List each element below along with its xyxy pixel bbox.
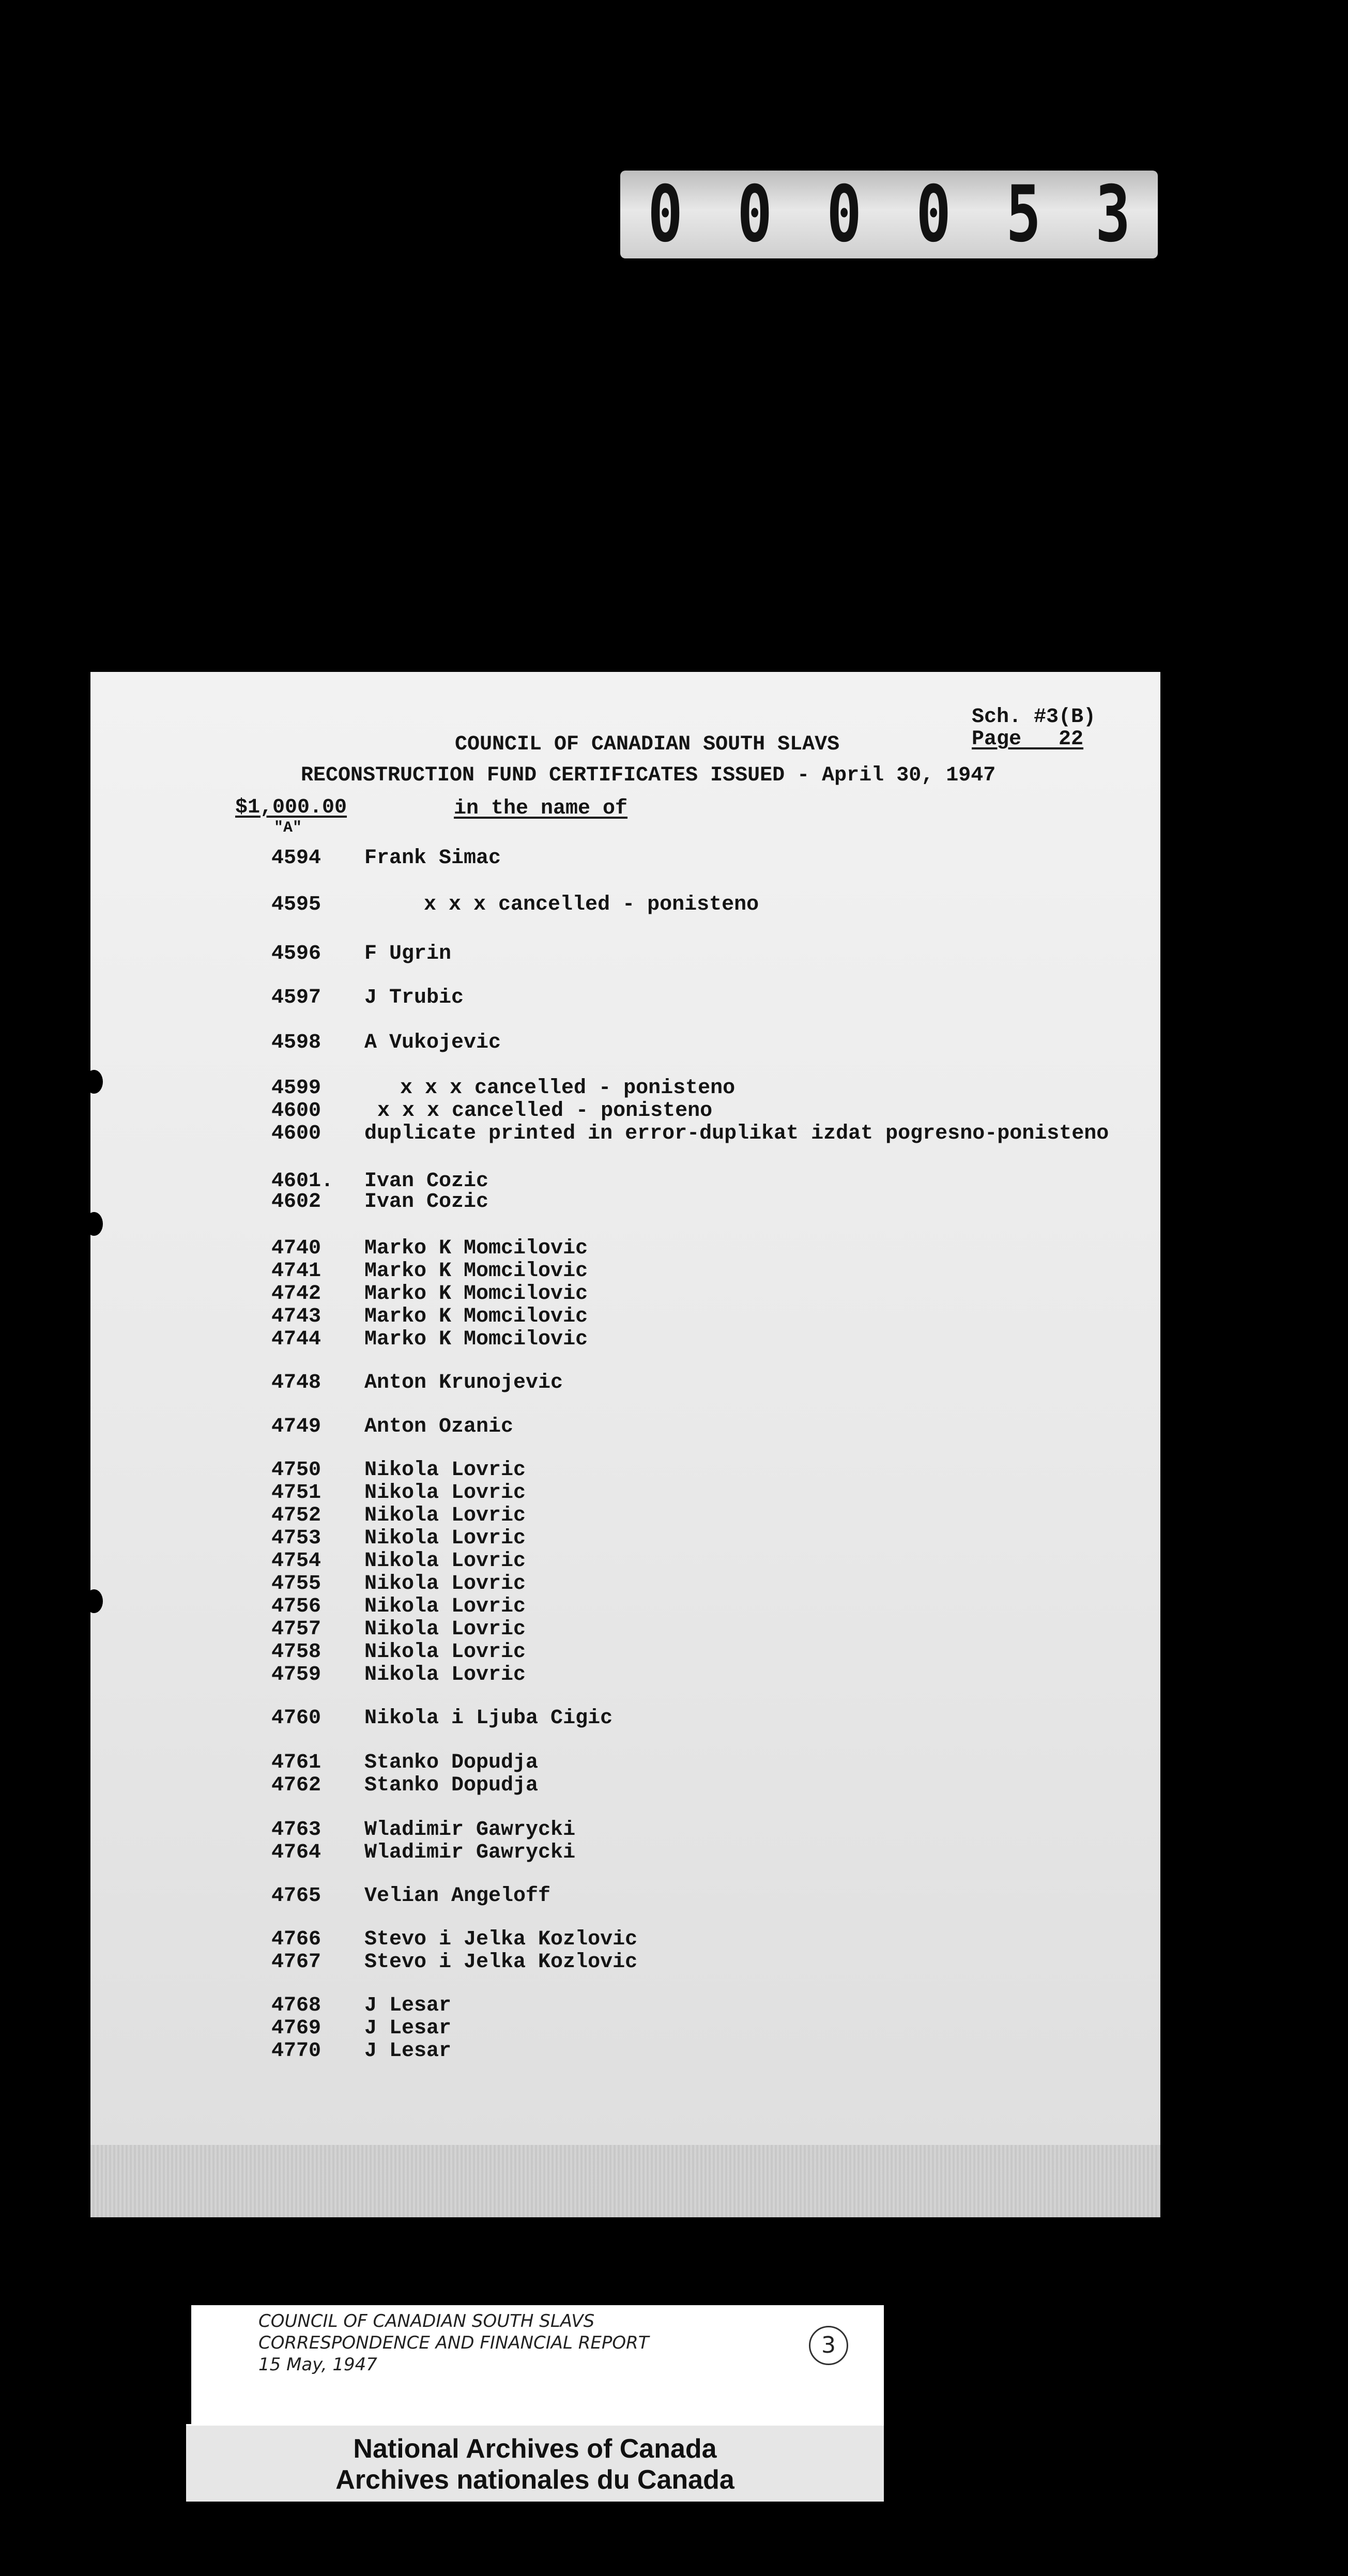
certificate-holder-name: Wladimir Gawrycki xyxy=(364,1841,576,1864)
certificate-number: 4758 xyxy=(271,1640,321,1664)
certificate-number: 4597 xyxy=(271,986,321,1009)
certificate-number: 4740 xyxy=(271,1237,321,1260)
frame-digit: 3 xyxy=(1095,170,1131,259)
certificate-number: 4744 xyxy=(271,1328,321,1351)
amount-header: $1,000.00 xyxy=(235,796,347,819)
certificate-number: 4750 xyxy=(271,1459,321,1482)
certificate-holder-name: J Trubic xyxy=(364,986,464,1009)
certificate-number: 4755 xyxy=(271,1572,321,1596)
certificate-holder-name: Marko K Momcilovic xyxy=(364,1328,588,1351)
certificate-number: 4600 xyxy=(271,1099,321,1123)
certificate-number: 4596 xyxy=(271,942,321,965)
certificate-holder-name: Anton Ozanic xyxy=(364,1415,514,1438)
certificate-holder-name: x x x cancelled - ponisteno xyxy=(399,893,759,916)
certificate-holder-name: Marko K Momcilovic xyxy=(364,1260,588,1283)
certificate-number: 4764 xyxy=(271,1841,321,1864)
certificate-number: 4761 xyxy=(271,1751,321,1774)
certificate-holder-name: Nikola Lovric xyxy=(364,1504,526,1527)
certificate-holder-name: Stanko Dopudja xyxy=(364,1751,539,1774)
archives-name-fr: Archives nationales du Canada xyxy=(335,2465,734,2495)
frame-digit: 0 xyxy=(647,170,683,259)
certificate-holder-name: Nikola Lovric xyxy=(364,1481,526,1505)
certificate-number: 4757 xyxy=(271,1618,321,1641)
certificate-holder-name: A Vukojevic xyxy=(364,1031,501,1054)
frame-digit: 0 xyxy=(916,170,952,259)
certificate-holder-name: Anton Krunojevic xyxy=(364,1371,563,1394)
certificate-number: 4753 xyxy=(271,1527,321,1550)
certificate-holder-name: Nikola Lovric xyxy=(364,1527,526,1550)
certificate-number: 4601. xyxy=(271,1170,334,1193)
certificate-holder-name: Marko K Momcilovic xyxy=(364,1305,588,1328)
certificate-number: 4742 xyxy=(271,1282,321,1306)
certificate-holder-name: Velian Angeloff xyxy=(364,1884,551,1908)
certificate-holder-name: Nikola Lovric xyxy=(364,1640,526,1664)
certificate-number: 4760 xyxy=(271,1707,321,1730)
certificate-holder-name: Frank Simac xyxy=(364,847,501,870)
certificate-number: 4767 xyxy=(271,1951,321,1974)
frame-digit: 0 xyxy=(737,170,772,259)
certificate-holder-name: Stanko Dopudja xyxy=(364,1774,539,1797)
frame-digit: 0 xyxy=(826,170,862,259)
certificate-number: 4743 xyxy=(271,1305,321,1328)
certificate-number: 4769 xyxy=(271,2017,321,2040)
certificate-holder-name: Stevo i Jelka Kozlovic xyxy=(364,1951,638,1974)
certificate-number: 4756 xyxy=(271,1595,321,1618)
certificate-number: 4759 xyxy=(271,1663,321,1686)
punch-hole xyxy=(85,1589,103,1613)
certificate-holder-name: duplicate printed in error-duplikat izdat pogresno-ponisteno xyxy=(364,1122,1109,1145)
certificate-holder-name: Ivan Cozic xyxy=(364,1170,489,1193)
name-column-header: in the name of xyxy=(454,797,628,820)
certificate-holder-name: Nikola i Ljuba Cigic xyxy=(364,1707,613,1730)
archives-stamp xyxy=(186,2424,884,2502)
certificate-holder-name: x x x cancelled - ponisteno xyxy=(377,1099,713,1123)
certificate-number: 4754 xyxy=(271,1550,321,1573)
certificate-holder-name: Nikola Lovric xyxy=(364,1663,526,1686)
circled-number: 3 xyxy=(809,2326,848,2365)
punch-hole xyxy=(85,1070,103,1094)
certificate-holder-name: J Lesar xyxy=(364,2040,452,2063)
certificate-number: 4762 xyxy=(271,1774,321,1797)
certificate-number: 4599 xyxy=(271,1077,321,1100)
certificate-holder-name: Ivan Cozic xyxy=(364,1190,489,1214)
frame-digit: 5 xyxy=(1006,170,1041,259)
certificate-holder-name: Marko K Momcilovic xyxy=(364,1282,588,1306)
certificate-number: 4749 xyxy=(271,1415,321,1438)
certificate-number: 4595 xyxy=(271,893,321,916)
certificate-number: 4602 xyxy=(271,1190,321,1214)
certificate-number: 4600 xyxy=(271,1122,321,1145)
certificate-number: 4752 xyxy=(271,1504,321,1527)
punch-hole xyxy=(85,1212,103,1236)
certificate-holder-name: Nikola Lovric xyxy=(364,1618,526,1641)
certificate-holder-name: J Lesar xyxy=(364,1994,452,2017)
certificate-holder-name: Nikola Lovric xyxy=(364,1572,526,1596)
certificate-holder-name: Nikola Lovric xyxy=(364,1550,526,1573)
frame-number-plate xyxy=(620,171,1158,258)
certificate-number: 4748 xyxy=(271,1371,321,1394)
page-number: Page 22 xyxy=(972,728,1084,751)
sheet-edge xyxy=(90,2145,1160,2217)
document-subtitle: RECONSTRUCTION FUND CERTIFICATES ISSUED - April 30, 1947 xyxy=(301,764,996,787)
certificate-holder-name: Marko K Momcilovic xyxy=(364,1237,588,1260)
document-title: COUNCIL OF CANADIAN SOUTH SLAVS xyxy=(455,733,840,756)
certificate-holder-name: J Lesar xyxy=(364,2017,452,2040)
schedule-number: Sch. #3(B) xyxy=(972,706,1096,729)
certificate-number: 4763 xyxy=(271,1818,321,1842)
series-label: "A" xyxy=(274,819,302,837)
certificate-holder-name: Wladimir Gawrycki xyxy=(364,1818,576,1842)
certificate-number: 4770 xyxy=(271,2040,321,2063)
certificate-number: 4741 xyxy=(271,1260,321,1283)
certificate-number: 4768 xyxy=(271,1994,321,2017)
certificate-holder-name: F Ugrin xyxy=(364,942,452,965)
certificate-holder-name: Stevo i Jelka Kozlovic xyxy=(364,1928,638,1951)
certificate-number: 4766 xyxy=(271,1928,321,1951)
certificate-number: 4765 xyxy=(271,1884,321,1908)
certificate-holder-name: Nikola Lovric xyxy=(364,1459,526,1482)
archives-name-en: National Archives of Canada xyxy=(353,2434,717,2464)
certificate-number: 4594 xyxy=(271,847,321,870)
certificate-holder-name: x x x cancelled - ponisteno xyxy=(388,1077,736,1100)
certificate-number: 4598 xyxy=(271,1031,321,1054)
certificate-number: 4751 xyxy=(271,1481,321,1505)
certificate-holder-name: Nikola Lovric xyxy=(364,1595,526,1618)
handwritten-label: COUNCIL OF CANADIAN SOUTH SLAVS CORRESPONDENCE AND FINANCIAL REPORT 15 May, 1947 xyxy=(258,2311,649,2375)
